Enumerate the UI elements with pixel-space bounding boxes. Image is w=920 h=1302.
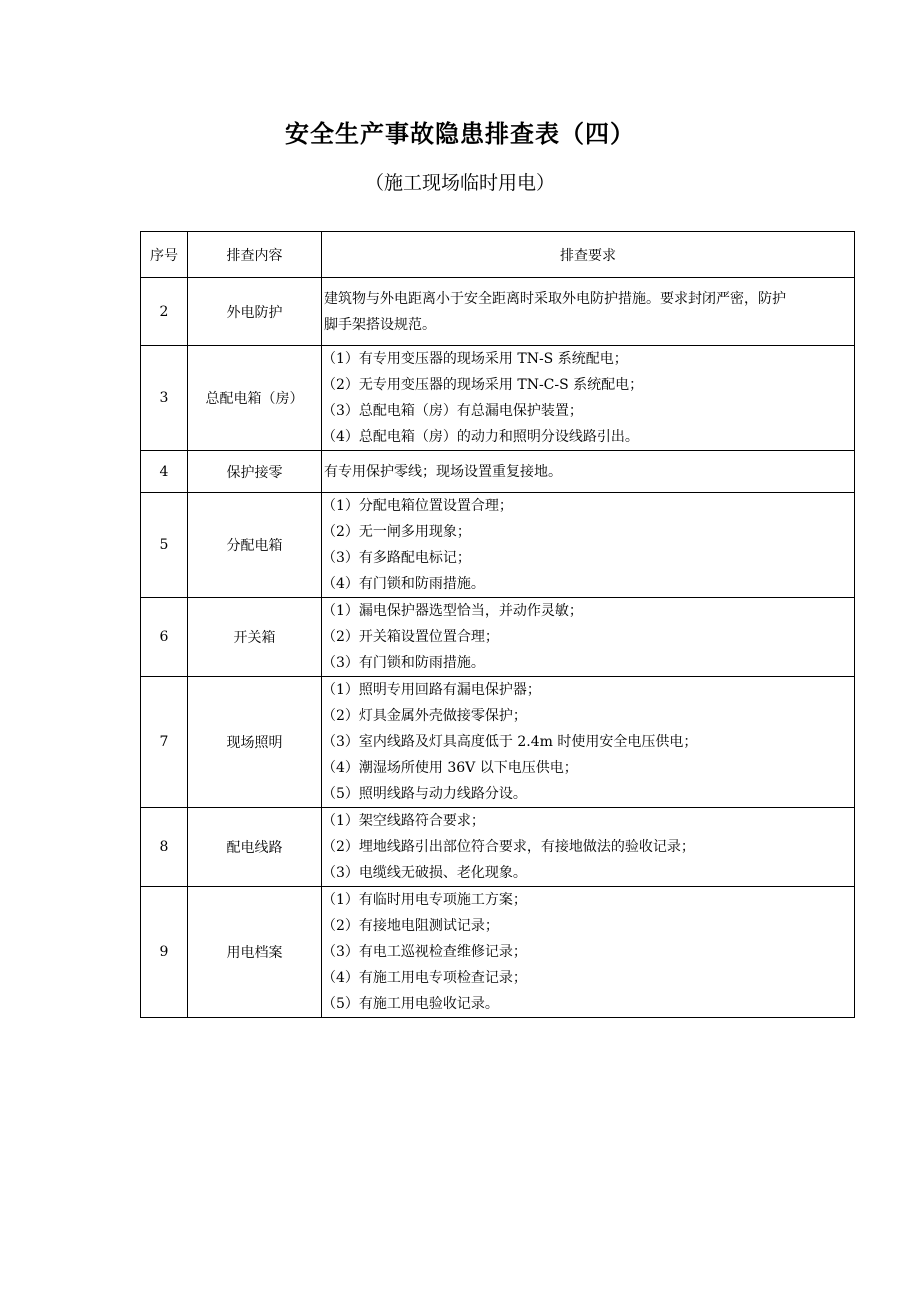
table-row <box>141 493 855 598</box>
table-row <box>141 808 855 887</box>
row-requirements <box>322 598 855 677</box>
requirement-line: （2）埋地线路引出部位符合要求，有接地做法的验收记录； <box>322 839 695 855</box>
document-title: 安全生产事故隐患排查表（四） <box>285 120 635 148</box>
requirement-line: 脚手架搭设规范。 <box>324 317 436 333</box>
row-item: 总配电箱（房） <box>188 346 322 451</box>
row-number: 2 <box>141 278 188 346</box>
row-number: 4 <box>141 451 188 493</box>
requirement-line: （3）总配电箱（房）有总漏电保护装置； <box>322 403 583 419</box>
requirement-line: （2）有接地电阻测试记录； <box>322 918 499 934</box>
row-number: 7 <box>141 677 188 808</box>
row-number: 9 <box>141 887 188 1018</box>
requirement-line: （4）总配电箱（房）的动力和照明分设线路引出。 <box>322 429 639 445</box>
header-no: 序号 <box>141 232 188 278</box>
row-item: 现场照明 <box>188 677 322 808</box>
requirement-line: （2）灯具金属外壳做接零保护； <box>322 708 527 724</box>
requirement-line: （2）开关箱设置位置合理； <box>322 629 499 645</box>
requirement-line: （3）电缆线无破损、老化现象。 <box>322 865 527 881</box>
row-item: 开关箱 <box>188 598 322 677</box>
row-number: 3 <box>141 346 188 451</box>
row-item: 外电防护 <box>188 278 322 346</box>
table-row <box>141 677 855 808</box>
requirement-line: （2）无一闸多用现象； <box>322 524 471 540</box>
requirement-line: （2）无专用变压器的现场采用 TN-C-S 系统配电； <box>322 377 644 393</box>
row-item: 分配电箱 <box>188 493 322 598</box>
table-row <box>141 598 855 677</box>
row-requirements <box>322 278 855 346</box>
document-subtitle: （施工现场临时用电） <box>364 172 555 194</box>
inspection-table <box>140 231 855 1018</box>
requirement-line: （1）有临时用电专项施工方案； <box>322 892 527 908</box>
requirement-line: （3）有门锁和防雨措施。 <box>322 655 485 671</box>
row-requirements <box>322 451 855 493</box>
requirement-line: （1）漏电保护器选型恰当，并动作灵敏； <box>322 603 583 619</box>
row-item: 配电线路 <box>188 808 322 887</box>
row-number: 5 <box>141 493 188 598</box>
table-header-row <box>141 232 855 278</box>
requirement-line: （1）分配电箱位置设置合理； <box>322 498 513 514</box>
requirement-line: （4）有门锁和防雨措施。 <box>322 576 485 592</box>
requirement-line: （3）室内线路及灯具高度低于 2.4m 时使用安全电压供电； <box>322 734 698 750</box>
row-requirements <box>322 887 855 1018</box>
row-item: 用电档案 <box>188 887 322 1018</box>
requirement-line: （3）有电工巡视检查维修记录； <box>322 944 527 960</box>
requirement-line: （1）有专用变压器的现场采用 TN-S 系统配电； <box>322 351 628 367</box>
requirement-line: （5）有施工用电验收记录。 <box>322 996 499 1012</box>
row-requirements <box>322 677 855 808</box>
header-item: 排查内容 <box>188 232 322 278</box>
row-requirements <box>322 346 855 451</box>
requirement-line: （5）照明线路与动力线路分设。 <box>322 786 527 802</box>
requirement-line: 建筑物与外电距离小于安全距离时采取外电防护措施。要求封闭严密，防护 <box>324 291 786 307</box>
requirement-line: （1）照明专用回路有漏电保护器； <box>322 682 541 698</box>
row-number: 6 <box>141 598 188 677</box>
row-item: 保护接零 <box>188 451 322 493</box>
table-row <box>141 278 855 346</box>
requirement-line: （4）潮湿场所使用 36V 以下电压供电； <box>322 760 578 776</box>
row-requirements <box>322 493 855 598</box>
header-requirements: 排查要求 <box>322 232 855 278</box>
requirement-line: （4）有施工用电专项检查记录； <box>322 970 527 986</box>
requirement-line: （1）架空线路符合要求； <box>322 813 485 829</box>
row-requirements <box>322 808 855 887</box>
table-row <box>141 346 855 451</box>
row-number: 8 <box>141 808 188 887</box>
table-row <box>141 887 855 1018</box>
requirement-line: 有专用保护零线；现场设置重复接地。 <box>324 464 562 480</box>
table-row <box>141 451 855 493</box>
requirement-line: （3）有多路配电标记； <box>322 550 471 566</box>
